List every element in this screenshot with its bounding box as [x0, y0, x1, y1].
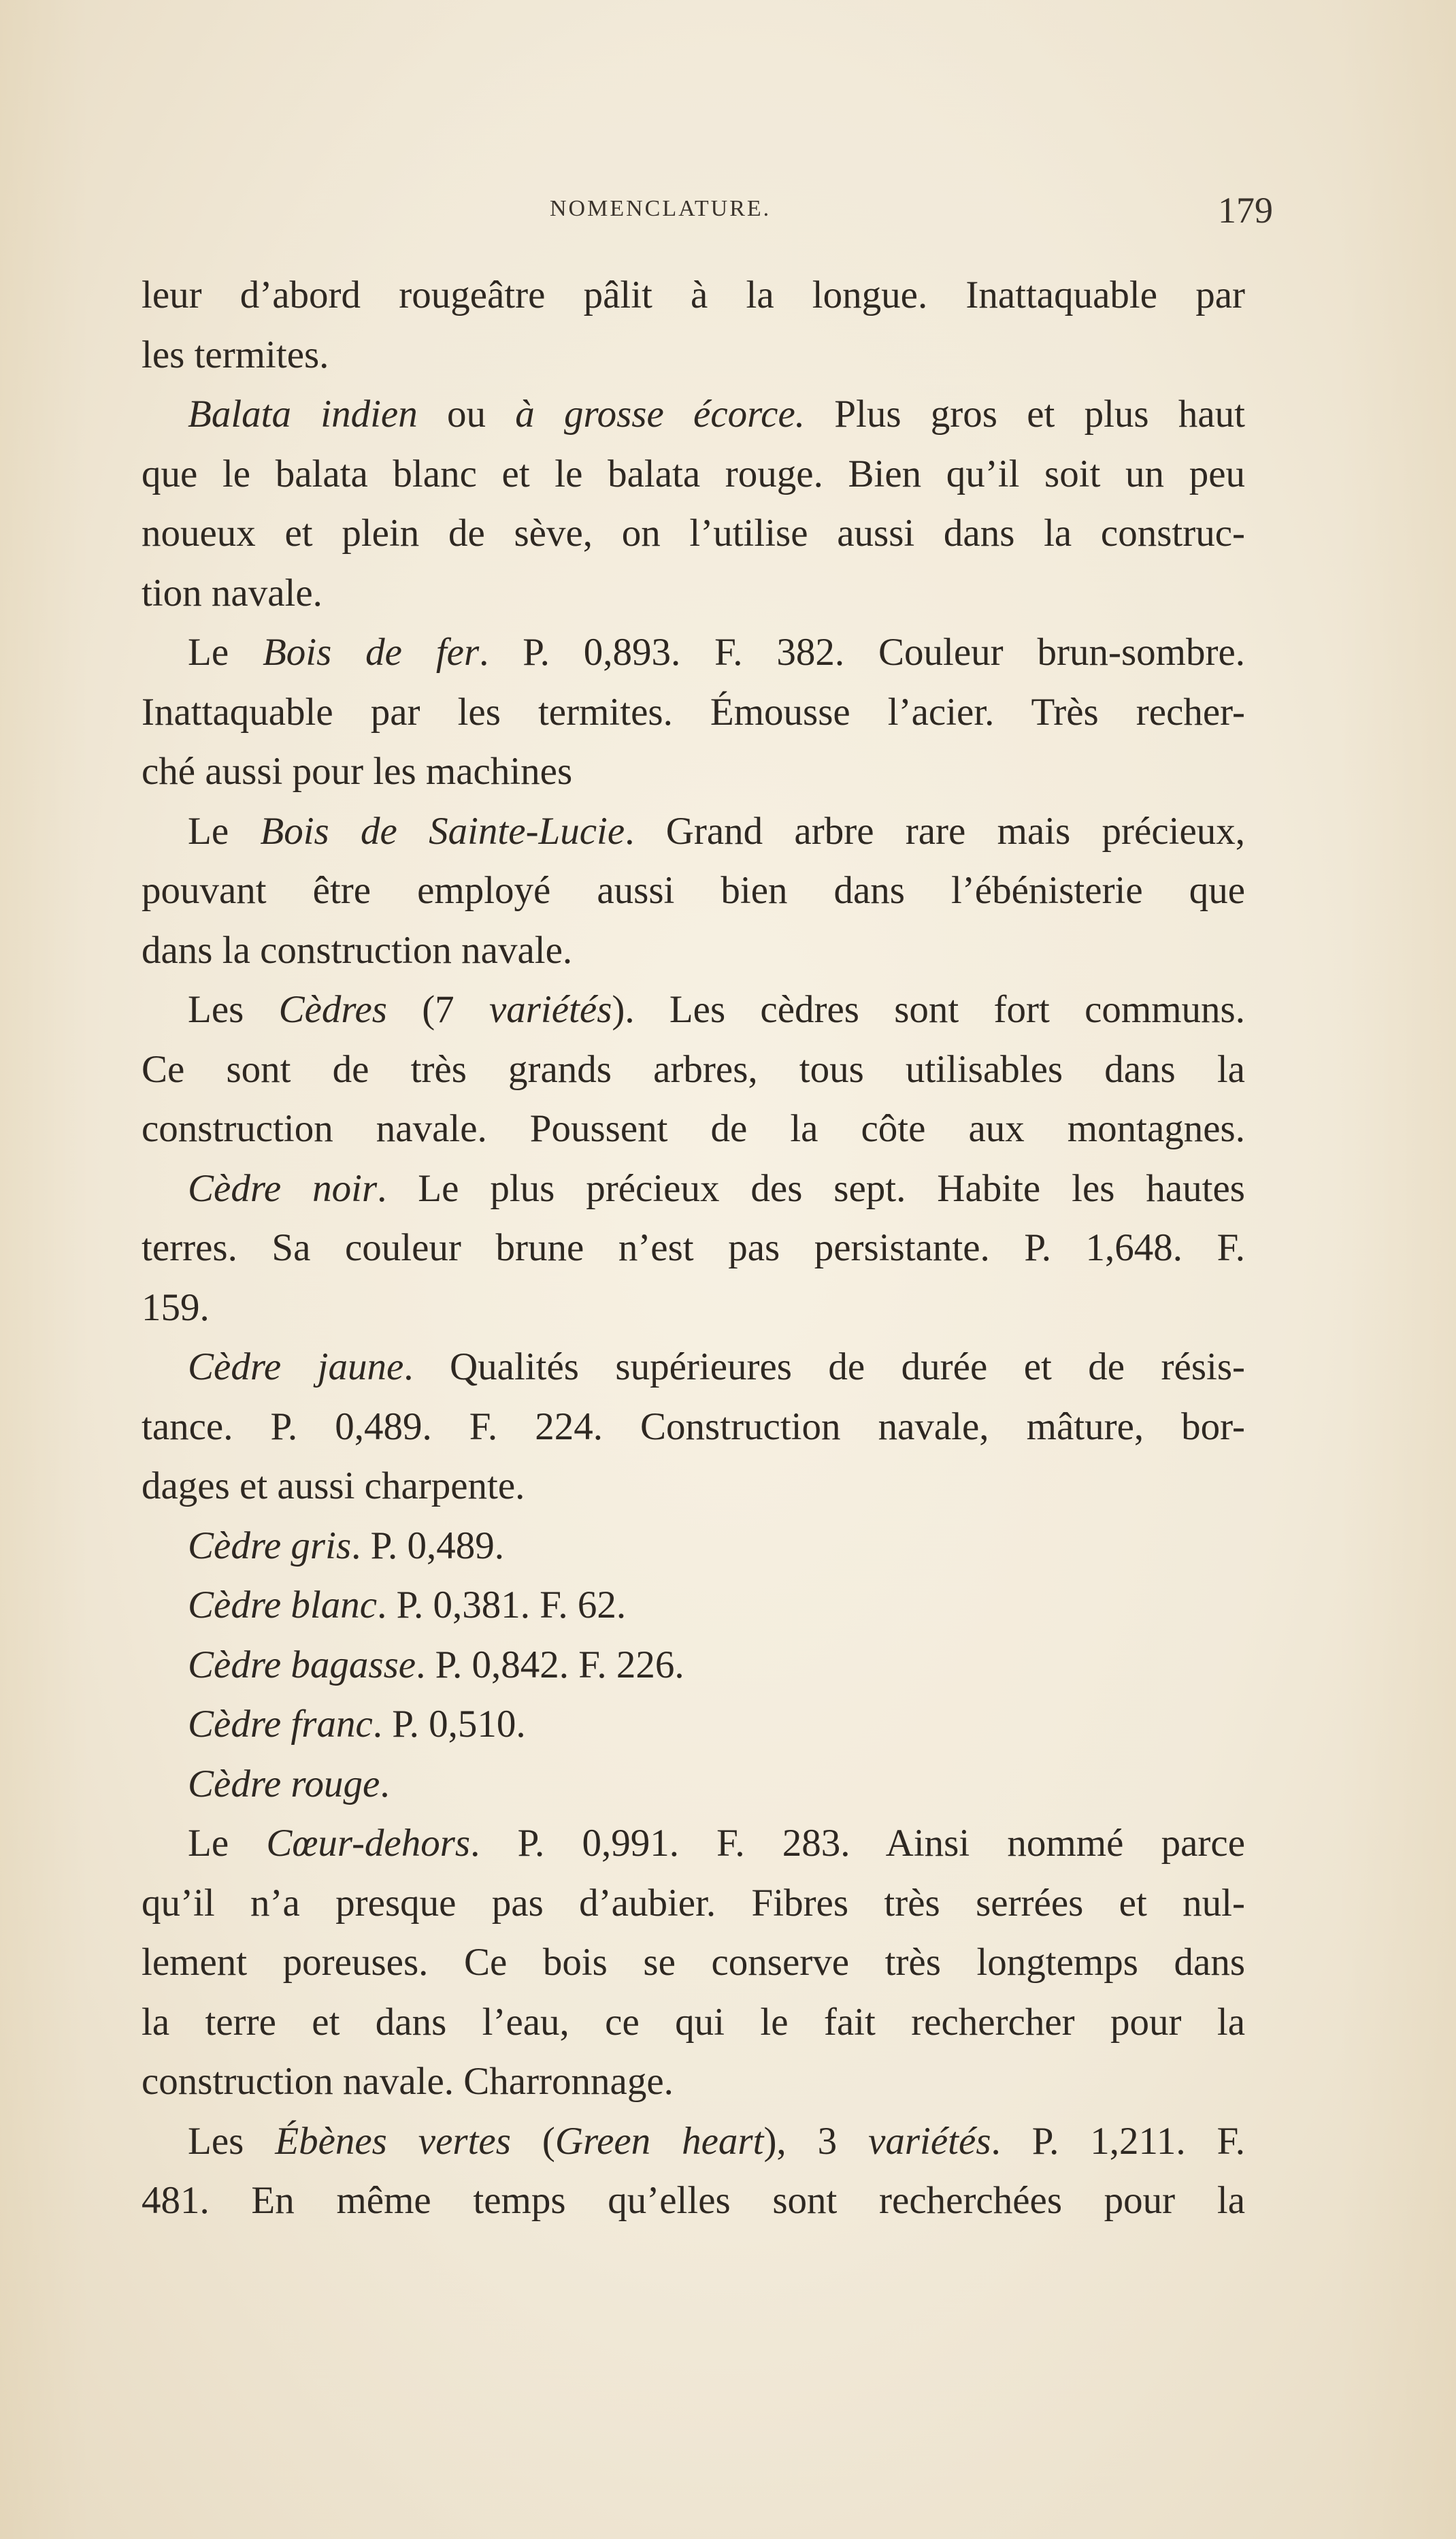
- text-run: Les: [188, 2119, 276, 2163]
- text-run: construction navale. Poussent de la côte aux montagnes.: [142, 1107, 1245, 1150]
- text-run: construction navale. Charronnage.: [142, 2060, 674, 2103]
- text-run: dages et aussi charpente.: [142, 1464, 525, 1507]
- text-line: [142, 683, 1245, 742]
- text-line: [142, 563, 1245, 623]
- italic-term: Bois de Sainte-Lucie: [260, 809, 625, 853]
- text-run: leur d’abord rougeâtre pâlit à la longue. Inattaquable par: [142, 274, 1245, 316]
- text-line: [142, 2052, 1245, 2112]
- text-run: (7: [386, 988, 489, 1031]
- text-run: dans la construction navale.: [142, 928, 573, 972]
- text-line: [142, 1873, 1245, 1933]
- text-line: [142, 1278, 1245, 1338]
- text-run: . P. 1,211. F.: [991, 2119, 1245, 2163]
- text-run: noueux et plein de sève, on l’utilise aussi dans la construc-: [142, 512, 1245, 555]
- text-run: tance. P. 0,489. F. 224. Construction navale, mâture, bor-: [142, 1405, 1245, 1448]
- text-run: .: [380, 1762, 390, 1805]
- text-line: [142, 861, 1245, 921]
- text-run: la terre et dans l’eau, ce qui le fait rechercher pour la: [142, 2000, 1245, 2044]
- text-run: . P. 0,489.: [351, 1524, 505, 1567]
- italic-term: Cèdre franc: [188, 1703, 373, 1746]
- italic-term: Green heart: [555, 2119, 764, 2163]
- text-run: . Le plus précieux des sept. Habite les hautes: [377, 1166, 1245, 1210]
- text-run: ou: [417, 393, 516, 436]
- text-run: . P. 0,893. F. 382. Couleur brun-sombre.: [479, 631, 1245, 674]
- text-run: Les: [188, 988, 279, 1031]
- text-run: que le balata blanc et le balata rouge. Bien qu’il soit un peu: [142, 452, 1245, 495]
- italic-term: Ébènes vertes: [275, 2119, 511, 2163]
- text-line: [142, 265, 1245, 325]
- text-line: [142, 1218, 1245, 1278]
- body-text: [142, 265, 1245, 2231]
- italic-term: Cèdre rouge: [188, 1762, 380, 1805]
- text-line: [142, 1754, 1245, 1814]
- italic-term: à grosse écorce.: [515, 393, 806, 436]
- text-run: Inattaquable par les termites. Émousse l’acier. Très recher-: [142, 690, 1245, 734]
- text-run: Le: [188, 1822, 267, 1865]
- text-line: [142, 1337, 1245, 1397]
- text-line: [142, 1099, 1245, 1159]
- text-run: Le: [188, 631, 263, 674]
- italic-term: Cèdres: [278, 988, 387, 1031]
- text-run: ), 3: [763, 2119, 869, 2163]
- text-line: [142, 1814, 1245, 1873]
- italic-term: Cèdre blanc: [188, 1584, 378, 1626]
- text-line: [142, 325, 1245, 385]
- text-line: [142, 1159, 1245, 1219]
- text-line: [142, 1040, 1245, 1100]
- text-run: terres. Sa couleur brune n’est pas persistante. P. 1,648. F.: [142, 1226, 1245, 1269]
- italic-term: Bois de fer: [262, 631, 480, 674]
- page-number: 179: [1218, 190, 1273, 231]
- text-line: [142, 1694, 1245, 1754]
- text-run: . P. 0,842. F. 226.: [416, 1643, 684, 1686]
- text-run: lement poreuses. Ce bois se conserve très longtemps dans: [142, 1941, 1245, 1984]
- text-run: (: [510, 2119, 555, 2163]
- italic-term: Balata indien: [188, 393, 418, 436]
- text-line: [142, 1456, 1245, 1516]
- italic-term: Cèdre jaune: [188, 1345, 404, 1388]
- text-run: . P. 0,991. F. 283. Ainsi nommé parce: [470, 1822, 1245, 1865]
- text-line: [142, 384, 1245, 444]
- text-run: Le: [188, 809, 261, 853]
- italic-term: Cèdre noir: [188, 1166, 378, 1210]
- text-line: [142, 802, 1245, 862]
- text-line: [142, 1397, 1245, 1457]
- text-run: . Qualités supérieures de durée et de résis-: [403, 1345, 1245, 1388]
- italic-term: variétés: [868, 2119, 991, 2163]
- text-line: [142, 742, 1245, 802]
- text-line: [142, 444, 1245, 504]
- text-line: [142, 1635, 1245, 1695]
- text-run: 481. En même temps qu’elles sont recherchées pour la: [142, 2179, 1245, 2222]
- italic-term: Cœur-dehors: [266, 1822, 471, 1865]
- italic-term: variétés: [489, 988, 612, 1031]
- text-line: [142, 504, 1245, 563]
- text-run: les termites.: [142, 333, 329, 376]
- text-run: ché aussi pour les machines: [142, 750, 573, 793]
- text-run: qu’il n’a presque pas d’aubier. Fibres très serrées et nul-: [142, 1881, 1245, 1924]
- text-run: . P. 0,381. F. 62.: [377, 1584, 627, 1626]
- text-run: 159.: [142, 1285, 210, 1329]
- text-line: [142, 2112, 1245, 2172]
- italic-term: Cèdre gris: [188, 1524, 352, 1567]
- text-run: Ce sont de très grands arbres, tous utilisables dans la: [142, 1047, 1245, 1091]
- page-header: [0, 190, 1456, 237]
- running-title: NOMENCLATURE.: [550, 196, 772, 221]
- text-run: pouvant être employé aussi bien dans l’ébénisterie que: [142, 869, 1245, 912]
- text-line: [142, 1933, 1245, 1993]
- text-line: [142, 980, 1245, 1040]
- text-run: tion navale.: [142, 571, 322, 615]
- text-line: [142, 2171, 1245, 2231]
- text-line: [142, 1993, 1245, 2052]
- text-run: . P. 0,510.: [372, 1703, 526, 1746]
- text-run: ). Les cèdres sont fort communs.: [612, 988, 1245, 1031]
- text-line: [142, 1516, 1245, 1576]
- italic-term: Cèdre bagasse: [188, 1643, 416, 1686]
- text-line: [142, 623, 1245, 683]
- text-line: [142, 921, 1245, 981]
- text-line: [142, 1575, 1245, 1635]
- text-run: Plus gros et plus haut: [805, 393, 1246, 436]
- text-run: . Grand arbre rare mais précieux,: [625, 809, 1246, 853]
